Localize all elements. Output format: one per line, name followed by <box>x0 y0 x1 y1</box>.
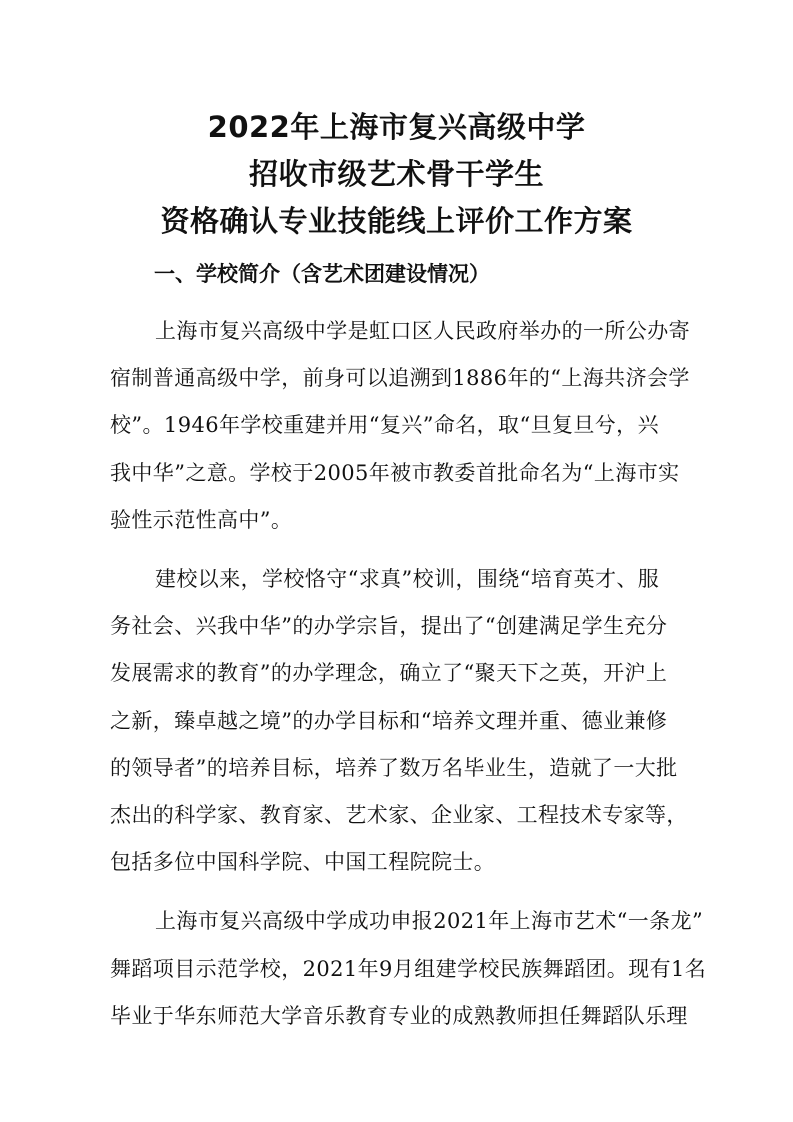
paragraph-line: 之新，臻卓越之境”的办学目标和“培养文理并重、德业兼修 <box>110 708 668 733</box>
paragraph-line: 杰出的科学家、教育家、艺术家、企业家、工程技术专家等， <box>110 803 688 828</box>
body-text <box>110 308 707 1040</box>
paragraph-line: 建校以来，学校恪守“求真”校训，围绕“培育英才、服 <box>155 567 660 592</box>
paragraph-line: 务社会、兴我中华”的办学宗旨，提出了“创建满足学生充分 <box>110 614 668 639</box>
paragraph-line: 毕业于华东师范大学音乐教育专业的成熟教师担任舞蹈队乐理 <box>110 1003 688 1028</box>
paragraph-line: 的领导者”的培养目标，培养了数万名毕业生，造就了一大批 <box>110 755 678 780</box>
title-line-1: 2022年上海市复兴高级中学 <box>207 110 586 144</box>
paragraph-3 <box>110 898 707 1040</box>
paragraph-2 <box>110 556 693 886</box>
paragraph-line: 我中华”之意。学校于2005年被市教委首批命名为“上海市实 <box>110 460 680 485</box>
paragraph-line: 舞蹈项目示范学校，2021年9月组建学校民族舞蹈团。现有1名 <box>110 956 707 981</box>
paragraph-line: 验性示范性高中”。 <box>110 507 293 532</box>
paragraph-line: 包括多位中国科学院、中国工程院院士。 <box>110 850 496 875</box>
paragraph-line: 宿制普通高级中学，前身可以追溯到1886年的“上海共济会学 <box>110 366 690 391</box>
paragraph-line: 上海市复兴高级中学是虹口区人民政府举办的一所公办寄 <box>155 319 690 343</box>
paragraph-line: 发展需求的教育”的办学理念，确立了“聚天下之英，开沪上 <box>110 661 668 686</box>
paragraph-line: 校”。1946年学校重建并用“复兴”命名，取“旦复旦兮，兴 <box>110 413 659 438</box>
title-line-3: 资格确认专业技能线上评价工作方案 <box>160 204 633 238</box>
document-title <box>0 104 793 245</box>
section-heading: 一、学校简介（含艺术团建设情况） <box>154 262 490 286</box>
paragraph-line: 上海市复兴高级中学成功申报2021年上海市艺术“一条龙” <box>155 909 704 934</box>
title-line-2: 招收市级艺术骨干学生 <box>248 157 544 191</box>
paragraph-1 <box>110 308 693 544</box>
